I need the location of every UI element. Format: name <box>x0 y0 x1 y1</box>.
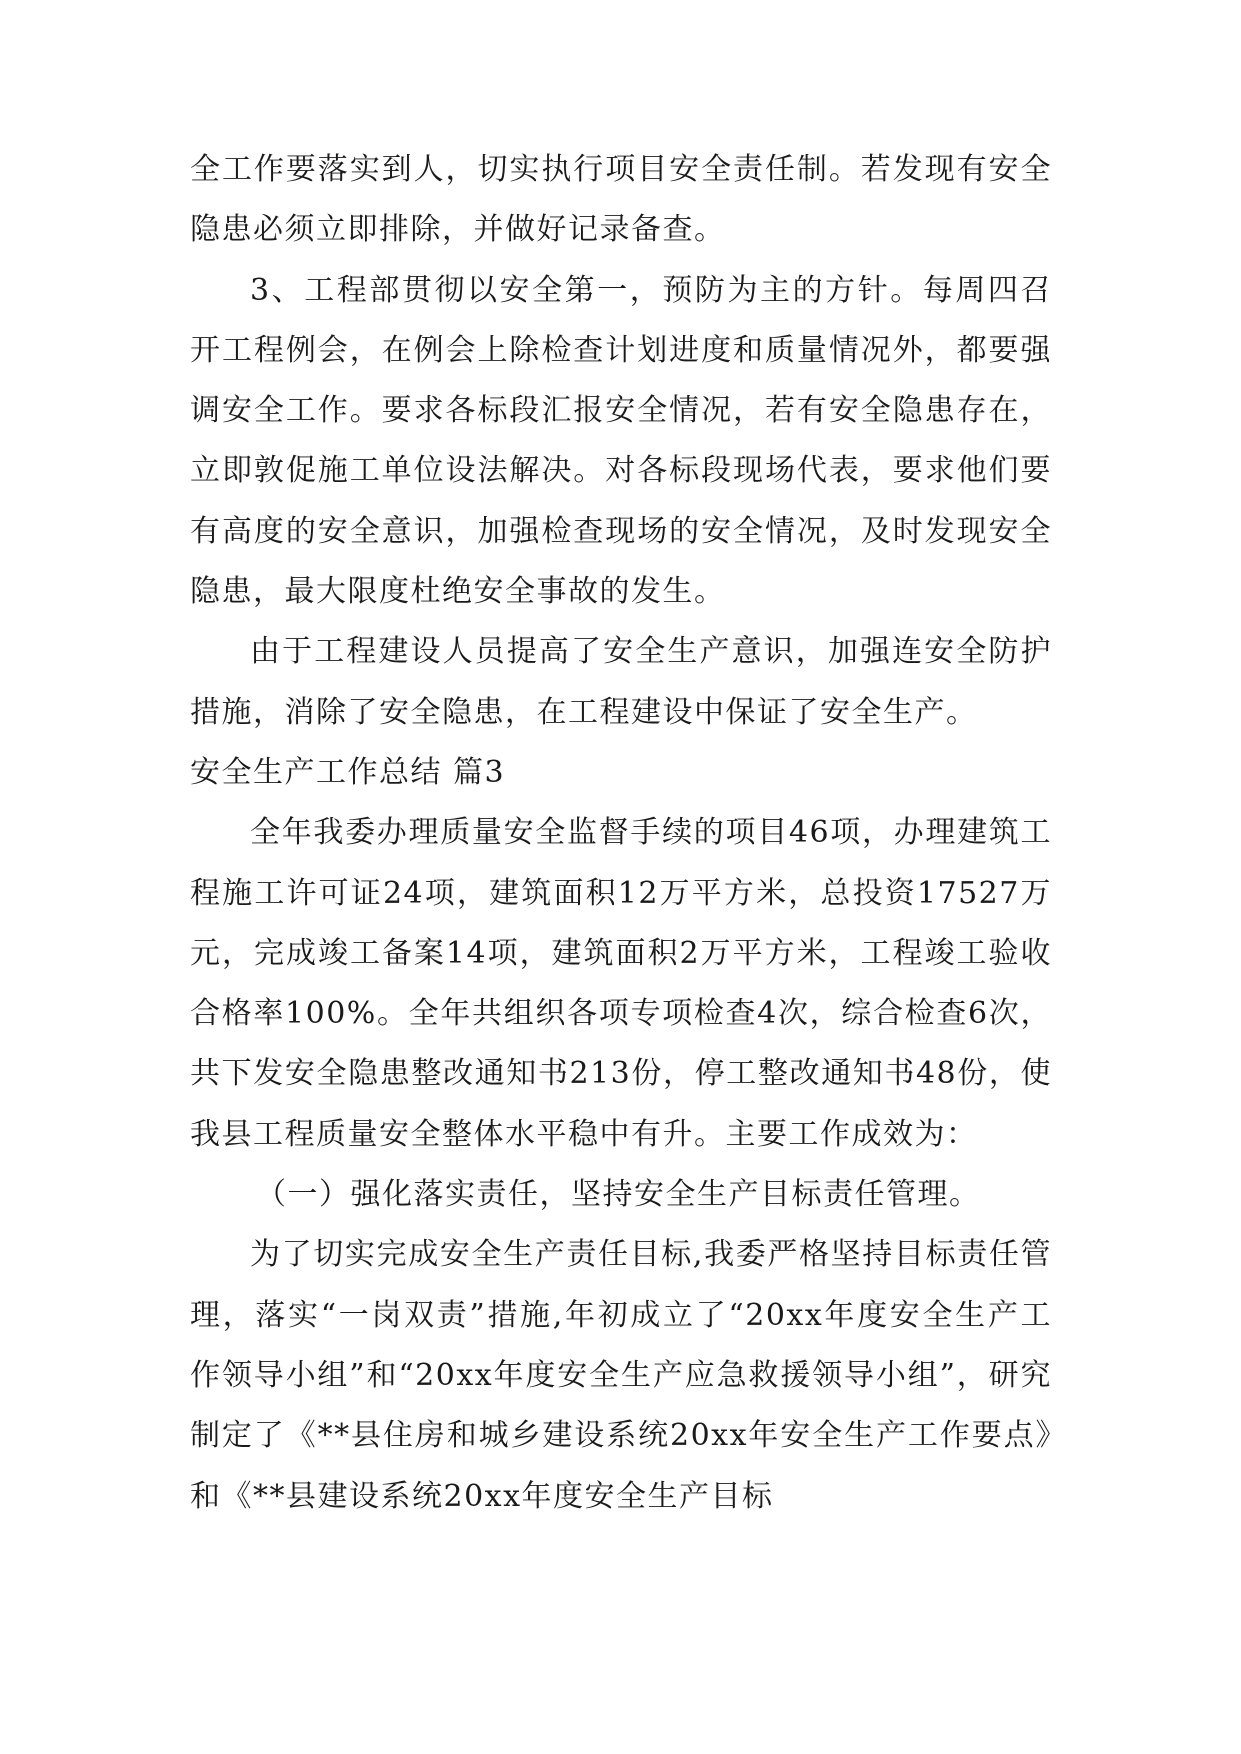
document-body <box>190 140 1052 1527</box>
paragraph-continued: 全工作要落实到人，切实执行项目安全责任制。若发现有安全隐患必须立即排除，并做好记录备查。 <box>190 152 1052 248</box>
section-heading: 安全生产工作总结 篇3 <box>190 754 506 790</box>
paragraph-conclusion: 由于工程建设人员提高了安全生产意识，加强连安全防护措施，消除了安全隐患，在工程建设中保证了安全生产。 <box>190 634 1052 730</box>
subheading-one: （一）强化落实责任，坚持安全生产目标责任管理。 <box>256 1177 981 1213</box>
paragraph-responsibility: 为了切实完成安全生产责任目标,我委严格坚持目标责任管理，落实“一岗双责”措施,年初成立了“20xx年度安全生产工作领导小组”和“20xx年度安全生产应急救援领导小组”，研究制定了《**县住房和城乡建设系统20xx年安全生产工作要点》和《**县建设系统20xx年度安全生产目标 <box>190 1237 1052 1514</box>
paragraph-summary: 全年我委办理质量安全监督手续的项目46项，办理建筑工程施工许可证24项，建筑面积12万平方米，总投资17527万元，完成竣工备案14项，建筑面积2万平方米，工程竣工验收合格率100%。全年共组织各项专项检查4次，综合检查6次，共下发安全隐患整改通知书213份，停工整改通知书48份，使我县工程质量安全整体水平稳中有升。主要工作成效为： <box>190 815 1052 1152</box>
paragraph-item-3: 3、工程部贯彻以安全第一，预防为主的方针。每周四召开工程例会，在例会上除检查计划进度和质量情况外，都要强调安全工作。要求各标段汇报安全情况，若有安全隐患存在，立即敦促施工单位设法解决。对各标段现场代表，要求他们要有高度的安全意识，加强检查现场的安全情况，及时发现安全隐患，最大限度杜绝安全事故的发生。 <box>190 272 1052 610</box>
